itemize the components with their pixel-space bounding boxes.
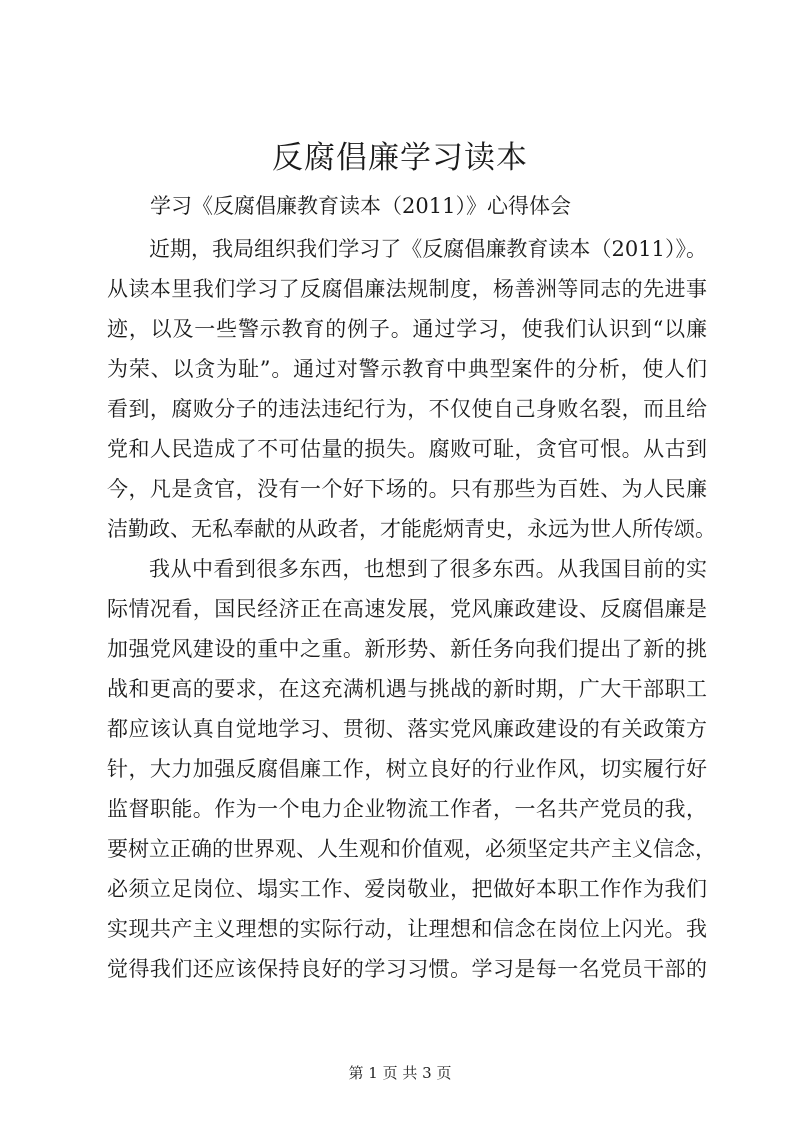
text-line: 近期，我局组织我们学习了《反腐倡廉教育读本（2011）》。 <box>149 237 707 261</box>
text-line: 洁勤政、无私奉献的从政者，才能彪炳青史，永远为世人所传颂。 <box>107 517 716 541</box>
text-line: 党和人民造成了不可估量的损失。腐败可耻，贪官可恨。从古到 <box>107 437 707 461</box>
text-line: 迹，以及一些警示教育的例子。通过学习，使我们认识到“以廉 <box>107 317 707 341</box>
text-line: 为荣、以贪为耻”。通过对警示教育中典型案件的分析，使人们 <box>107 357 707 381</box>
text-line: 我从中看到很多东西，也想到了很多东西。从我国目前的实 <box>149 557 707 581</box>
text-line: 看到，腐败分子的违法违纪行为，不仅使自己身败名裂，而且给 <box>107 397 707 421</box>
text-line: 实现共产主义理想的实际行动，让理想和信念在岗位上闪光。我 <box>107 917 707 941</box>
text-line: 要树立正确的世界观、人生观和价值观，必须坚定共产主义信念， <box>107 837 716 861</box>
document-body <box>107 229 716 989</box>
text-line: 战和更高的要求，在这充满机遇与挑战的新时期，广大干部职工 <box>107 677 707 701</box>
text-line: 监督职能。作为一个电力企业物流工作者，一名共产党员的我， <box>107 797 707 821</box>
paragraph-1 <box>107 229 716 549</box>
document-subtitle: 学习《反腐倡廉教育读本（2011）》心得体会 <box>150 194 571 218</box>
text-line: 觉得我们还应该保持良好的学习习惯。学习是每一名党员干部的 <box>107 957 707 981</box>
text-line: 针，大力加强反腐倡廉工作，树立良好的行业作风，切实履行好 <box>107 757 707 781</box>
page-footer: 第 1 页 共 3 页 <box>348 1064 452 1082</box>
document-title: 反腐倡廉学习读本 <box>272 140 528 176</box>
text-line: 加强党风建设的重中之重。新形势、新任务向我们提出了新的挑 <box>107 637 707 661</box>
text-line: 际情况看，国民经济正在高速发展，党风廉政建设、反腐倡廉是 <box>107 597 707 621</box>
paragraph-2 <box>107 549 716 989</box>
text-line: 都应该认真自觉地学习、贯彻、落实党风廉政建设的有关政策方 <box>107 717 707 741</box>
text-line: 必须立足岗位、塌实工作、爱岗敬业，把做好本职工作作为我们 <box>107 877 707 901</box>
text-line: 从读本里我们学习了反腐倡廉法规制度，杨善洲等同志的先进事 <box>107 277 707 301</box>
text-line: 今，凡是贪官，没有一个好下场的。只有那些为百姓、为人民廉 <box>107 477 707 501</box>
